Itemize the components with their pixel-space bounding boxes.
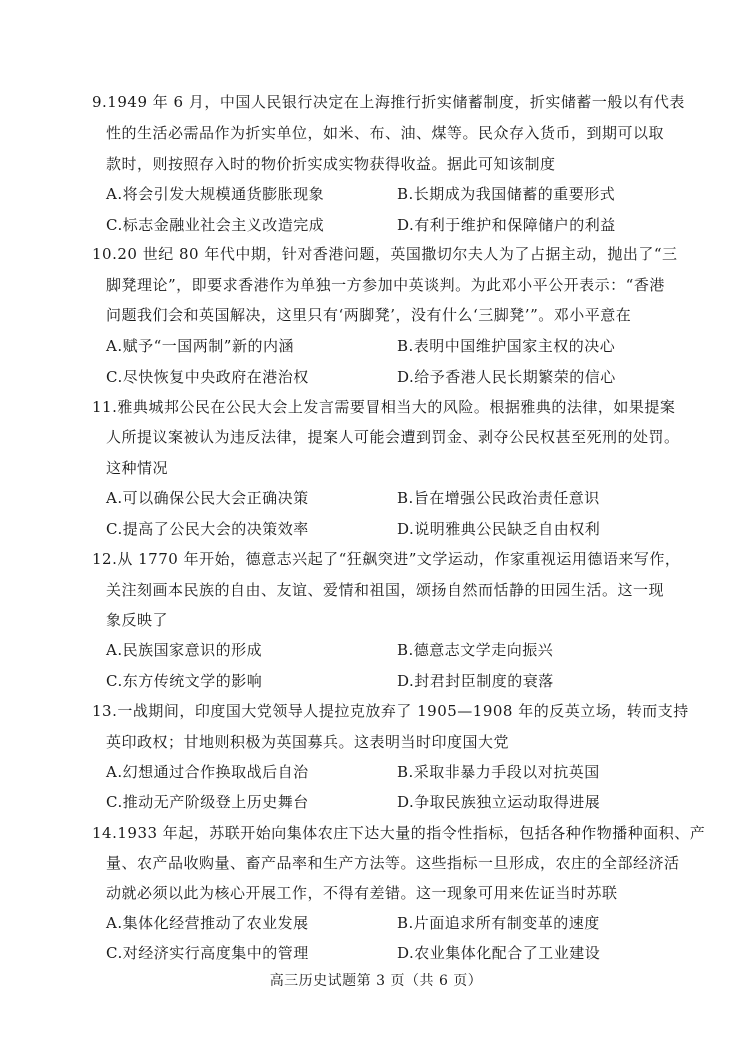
question-10-option-c: C.尽快恢复中央政府在港治权 [106,368,309,386]
question-13-option-d: D.争取民族独立运动取得进展 [397,793,601,811]
question-10-line-2: 脚凳理论”，即要求香港作为单独一方参加中英谈判。为此邓小平公开表示：“香港 [106,276,665,294]
question-10-line-1: 10.20 世纪 80 年代中期，针对香港问题，英国撒切尔夫人为了占据主动，抛出了“三 [92,245,678,263]
question-9-option-d: D.有利于维护和保障储户的利益 [397,216,616,234]
question-12-line-2: 关注刻画本民族的自由、友谊、爱情和祖国，颂扬自然而恬静的田园生活。这一现 [106,581,665,599]
question-11-option-d: D.说明雅典公民缺乏自由权利 [397,520,601,538]
question-10-option-d: D.给予香港人民长期繁荣的信心 [397,368,616,386]
question-9-line-1: 9.1949 年 6 月，中国人民银行决定在上海推行折实储蓄制度，折实储蓄一般以有代表 [92,93,685,111]
question-14-option-a: A.集体化经营推动了农业发展 [106,914,309,932]
question-10-option-a: A.赋予“一国两制”新的内涵 [106,337,294,355]
question-13-option-b: B.采取非暴力手段以对抗英国 [397,763,600,781]
question-12-option-d: D.封君封臣制度的衰落 [397,672,554,690]
question-12-line-1: 12.从 1770 年开始，德意志兴起了“狂飙突进”文学运动，作家重视运用德语来写作， [92,550,681,568]
question-14-option-b: B.片面追求所有制变革的速度 [397,914,600,932]
question-10-option-b: B.表明中国维护国家主权的决心 [397,337,616,355]
question-11-line-2: 人所提议案被认为违反法律，提案人可能会遭到罚金、剥夺公民权甚至死刑的处罚。 [106,428,680,446]
question-14-line-2: 量、农产品收购量、畜产品率和生产方法等。这些指标一旦形成，农庄的全部经济活 [106,854,680,872]
question-10-line-3: 问题我们会和英国解决，这里只有‘两脚凳’，没有什么‘三脚凳’”。邓小平意在 [106,306,632,324]
question-14-line-3: 动就必须以此为核心开展工作，不得有差错。这一现象可用来佐证当时苏联 [106,884,618,902]
question-13-option-c: C.推动无产阶级登上历史舞台 [106,793,309,811]
question-11-option-c: C.提高了公民大会的决策效率 [106,520,309,538]
question-9-option-b: B.长期成为我国储蓄的重要形式 [397,185,616,203]
question-9-option-c: C.标志金融业社会主义改造完成 [106,216,325,234]
question-9-line-2: 性的生活必需品作为折实单位，如米、布、油、煤等。民众存入货币，到期可以取 [106,124,665,142]
question-11-option-a: A.可以确保公民大会正确决策 [106,489,309,507]
page-footer: 高三历史试题第 3 页（共 6 页） [269,973,483,989]
question-11-line-3: 这种情况 [106,459,169,477]
question-13-line-1: 13.一战期间，印度国大党领导人提拉克放弃了 1905—1908 年的反英立场，转而支持 [92,702,689,720]
question-12-option-c: C.东方传统文学的影响 [106,672,263,690]
question-9-option-a: A.将会引发大规模通货膨胀现象 [106,185,325,203]
question-12-option-a: A.民族国家意识的形成 [106,641,263,659]
question-14-option-c: C.对经济实行高度集中的管理 [106,944,309,962]
question-12-line-3: 象反映了 [106,611,169,629]
question-13-option-a: A.幻想通过合作换取战后自治 [106,763,309,781]
question-14-option-d: D.农业集体化配合了工业建设 [397,944,601,962]
question-11-option-b: B.旨在增强公民政治责任意识 [397,489,600,507]
question-13-line-2: 英印政权；甘地则积极为英国募兵。这表明当时印度国大党 [106,733,510,751]
question-11-line-1: 11.雅典城邦公民在公民大会上发言需要冒相当大的风险。根据雅典的法律，如果提案 [92,398,676,416]
question-9-line-3: 款时，则按照存入时的物价折实成实物获得收益。据此可知该制度 [106,155,556,173]
question-14-line-1: 14.1933 年起，苏联开始向集体农庄下达大量的指令性指标，包括各种作物播种面积、产 [92,824,706,842]
question-12-option-b: B.德意志文学走向振兴 [397,641,554,659]
